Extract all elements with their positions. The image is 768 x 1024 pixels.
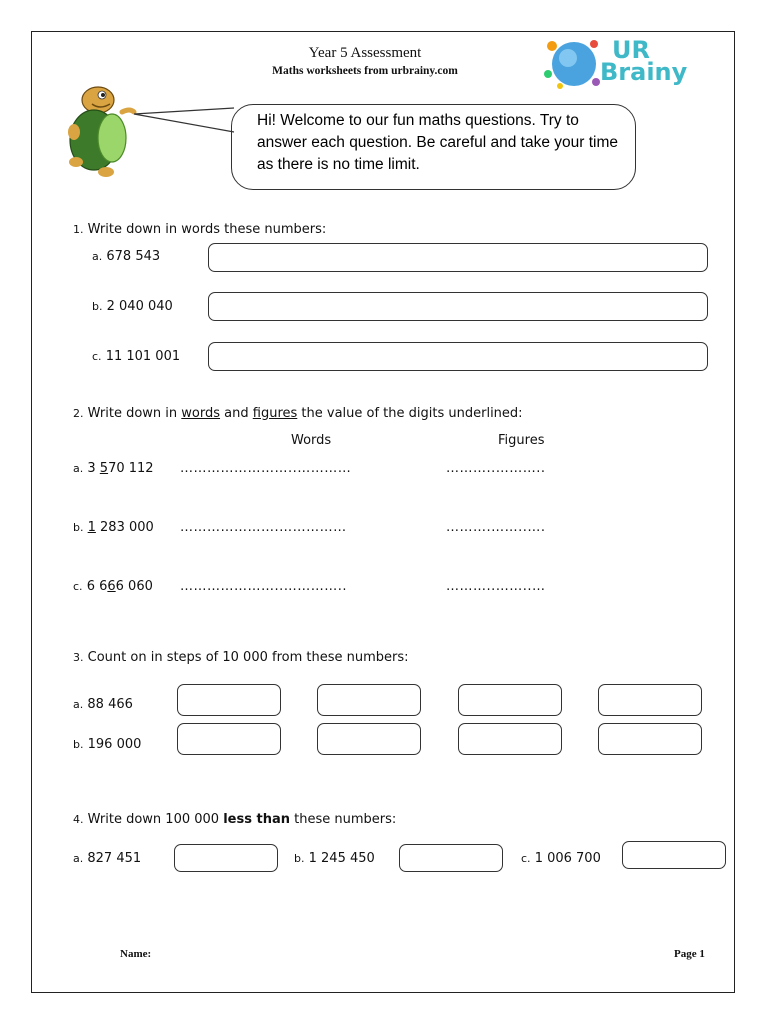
- q1-answer-c-box[interactable]: [208, 342, 708, 371]
- page-number: Page 1: [674, 948, 705, 960]
- worksheet-subtitle: Maths worksheets from urbrainy.com: [272, 65, 458, 77]
- question-1-text: Write down in words these numbers:: [87, 222, 327, 237]
- q1-item-a: a. 678 543: [92, 249, 161, 264]
- q1-answer-a-box[interactable]: [208, 243, 708, 272]
- q4-item-c: c. 1 006 700: [521, 851, 601, 866]
- q2-item-b: b. 1 283 000: [73, 520, 154, 535]
- question-1-number: 1.: [73, 223, 84, 236]
- q2-b-figures-line[interactable]: ……….……..….: [446, 520, 546, 535]
- q2-b-words-line[interactable]: ………………….……………: [180, 520, 347, 535]
- q1-item-c: c. 11 101 001: [92, 349, 181, 364]
- q4-a-box[interactable]: [174, 844, 278, 872]
- q3-b-box-3[interactable]: [458, 723, 562, 755]
- question-2: 2. Write down in words and figures the value of the digits underlined:: [73, 406, 523, 421]
- q1-item-a-value: 678 543: [106, 249, 161, 264]
- q1-item-b-value: 2 040 040: [106, 299, 173, 314]
- q3-b-box-1[interactable]: [177, 723, 281, 755]
- q3-b-box-4[interactable]: [598, 723, 702, 755]
- q3-a-box-4[interactable]: [598, 684, 702, 716]
- q1-item-c-value: 11 101 001: [105, 349, 181, 364]
- q4-item-a: a. 827 451: [73, 851, 142, 866]
- question-3: 3. Count on in steps of 10 000 from these numbers:: [73, 650, 409, 665]
- q2-a-figures-line[interactable]: ………..………..: [446, 461, 546, 476]
- q3-a-box-2[interactable]: [317, 684, 421, 716]
- q4-c-box[interactable]: [622, 841, 726, 869]
- question-1: [73, 222, 326, 237]
- urbrainy-logo: [540, 34, 692, 92]
- q2-item-c: c. 6 666 060: [73, 579, 153, 594]
- q3-a-box-3[interactable]: [458, 684, 562, 716]
- q2-c-figures-line[interactable]: ………..……..…: [446, 579, 546, 594]
- q4-item-b: b. 1 245 450: [294, 851, 375, 866]
- column-heading-words: Words: [291, 433, 332, 448]
- logo-text-bottom: Brainy: [600, 58, 688, 86]
- q2-item-a: a. 3 570 112: [73, 461, 154, 476]
- speech-bubble-text: Hi! Welcome to our fun maths questions. Try to answer each question. Be careful and take your time as there is no time limit.: [257, 112, 619, 173]
- q2-a-words-line[interactable]: ……………………..…………: [180, 461, 352, 476]
- q3-item-a: a. 88 466: [73, 697, 133, 712]
- q2-c-words-line[interactable]: …………………..…………..: [180, 579, 348, 594]
- name-label: Name:: [120, 948, 152, 960]
- q3-item-b: b. 196 000: [73, 737, 142, 752]
- q4-b-box[interactable]: [399, 844, 503, 872]
- q1-answer-b-box[interactable]: [208, 292, 708, 321]
- question-4: 4. Write down 100 000 less than these numbers:: [73, 812, 397, 827]
- column-heading-figures: Figures: [498, 433, 545, 448]
- q3-b-box-2[interactable]: [317, 723, 421, 755]
- q1-item-b: b. 2 040 040: [92, 299, 173, 314]
- worksheet-title: Year 5 Assessment: [308, 45, 422, 61]
- logo-text-top: UR: [612, 36, 650, 64]
- q3-a-box-1[interactable]: [177, 684, 281, 716]
